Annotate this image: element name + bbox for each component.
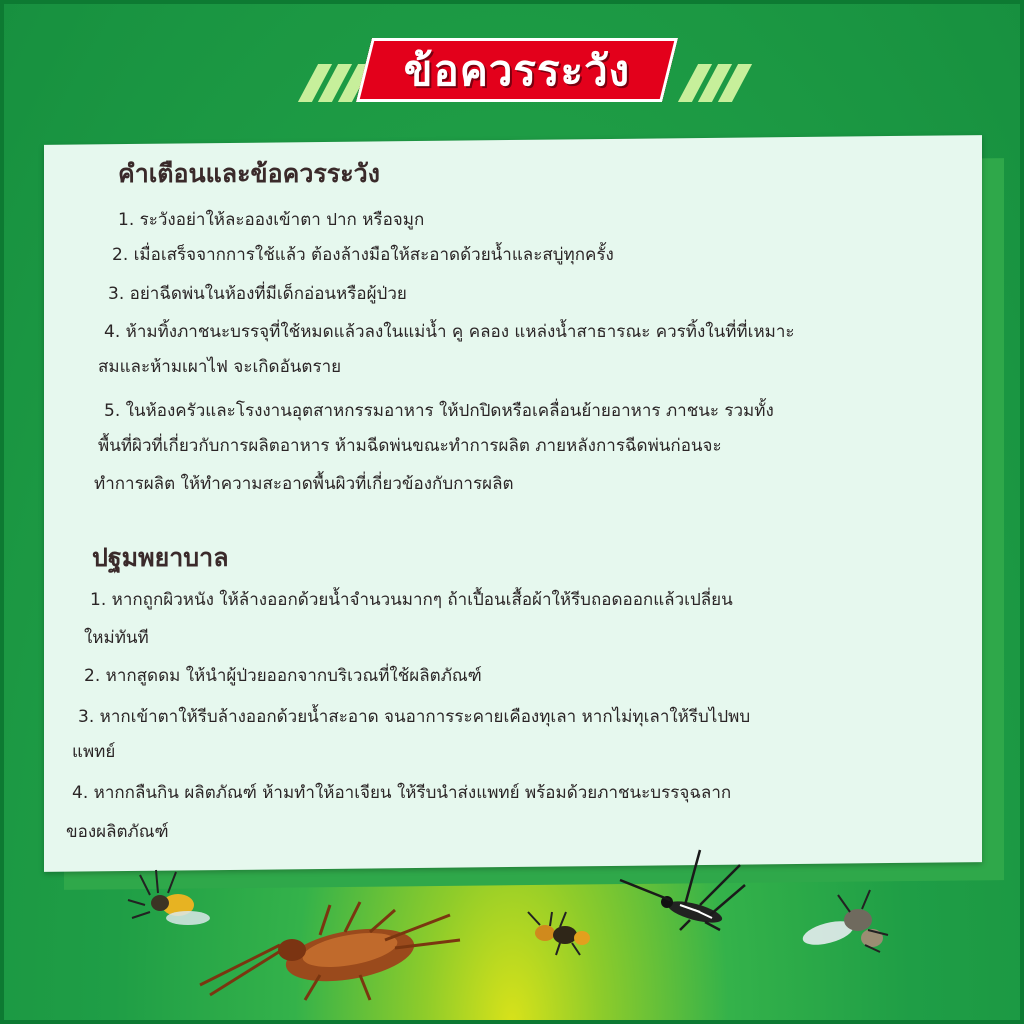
first-aid-line: 2. หากสูดดม ให้นำผู้ป่วยออกจากบริเวณที่ใช้ผลิตภัณฑ์ <box>84 666 482 686</box>
warning-line: 3. อย่าฉีดพ่นในห้องที่มีเด็กอ่อนหรือผู้ป่วย <box>108 284 407 304</box>
ant-icon <box>528 912 590 955</box>
first-aid-line: 3. หากเข้าตาให้รีบล้างออกด้วยน้ำสะอาด จนอาการระคายเคืองทุเลา หากไม่ทุเลาให้รีบไปพบ <box>78 707 751 727</box>
warning-line: ทำการผลิต ให้ทำความสะอาดพื้นผิวที่เกี่ยวข้องกับการผลิต <box>94 474 514 494</box>
fly-icon <box>128 870 210 925</box>
first-aid-heading: ปฐมพยาบาล <box>92 543 229 572</box>
warning-line: 4. ห้ามทิ้งภาชนะบรรจุที่ใช้หมดแล้วลงในแม่น้ำ คู คลอง แหล่งน้ำสาธารณะ ควรทิ้งในที่ที่เหมาะ <box>104 322 795 342</box>
warning-line: พื้นที่ผิวที่เกี่ยวกับการผลิตอาหาร ห้ามฉีดพ่นขณะทำการผลิต ภายหลังการฉีดพ่นก่อนจะ <box>98 436 722 456</box>
warnings-heading: คำเตือนและข้อควรระวัง <box>118 159 380 188</box>
first-aid-line: 1. หากถูกผิวหนัง ให้ล้างออกด้วยน้ำจำนวนมากๆ ถ้าเปื้อนเสื้อผ้าให้รีบถอดออกแล้วเปลี่ยน <box>90 590 733 610</box>
warning-line: สมและห้ามเผาไฟ จะเกิดอันตราย <box>98 357 342 377</box>
first-aid-line: แพทย์ <box>72 742 116 762</box>
banner-title: ข้อควรระวัง <box>403 46 631 95</box>
cockroach-icon <box>200 902 460 1000</box>
warning-line: 1. ระวังอย่าให้ละอองเข้าตา ปาก หรือจมูก <box>118 210 425 230</box>
first-aid-line: ของผลิตภัณฑ์ <box>66 822 169 842</box>
warning-line: 5. ในห้องครัวและโรงงานอุตสาหกรรมอาหาร ให้ปกปิดหรือเคลื่อนย้ายอาหาร ภาชนะ รวมทั้ง <box>104 401 774 421</box>
housefly-icon <box>800 890 888 952</box>
warning-line: 2. เมื่อเสร็จจากการใช้แล้ว ต้องล้างมือให้สะอาดด้วยน้ำและสบู่ทุกครั้ง <box>112 245 614 265</box>
mosquito-icon <box>620 850 745 930</box>
first-aid-line: 4. หากกลืนกิน ผลิตภัณฑ์ ห้ามทำให้อาเจียน ให้รีบนำส่งแพทย์ พร้อมด้วยภาชนะบรรจุฉลาก <box>72 783 732 803</box>
first-aid-line: ใหม่ทันที <box>84 628 149 648</box>
